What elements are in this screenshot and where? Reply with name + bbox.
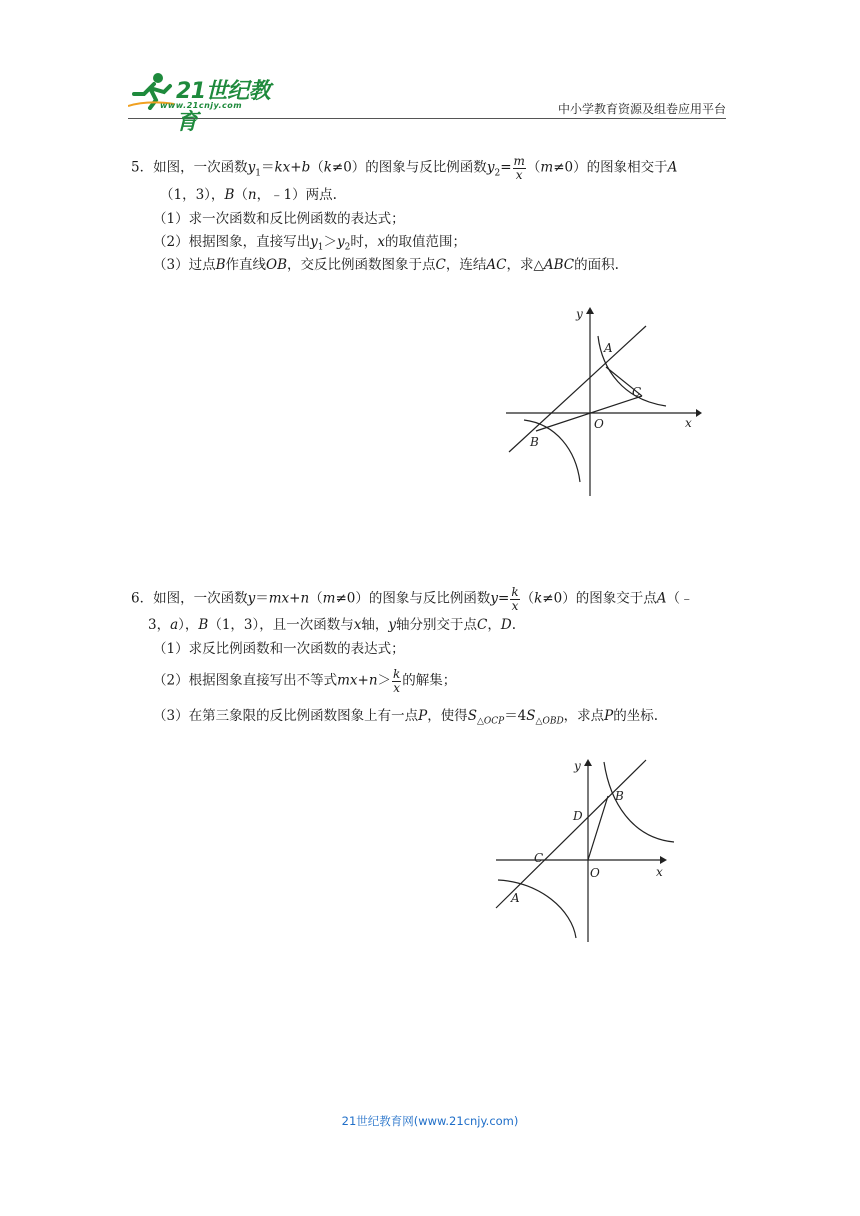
label-a: A — [511, 891, 520, 905]
label-c: C — [632, 385, 642, 399]
q5-line-2: （1，3），B（n，﹣1）两点. — [160, 187, 337, 203]
fraction-k-over-x-inequality: $\frac{k}{x}$ — [393, 667, 401, 695]
label-x: x — [685, 416, 692, 430]
page-footer: 21世纪教育网(www.21cnjy.com) — [341, 1114, 519, 1128]
q5-line-1: 5．如图，一次函数$y_1=kx+b(k\ne 0)$的图象与反比例函数$y_2=$ $\frac{m}{x}$ （m≠0）的图象相交于A — [131, 154, 678, 182]
label-a: A — [604, 341, 613, 355]
hyperbola-branch-3 — [524, 420, 580, 482]
q6-part-2: （2）根据图象直接写出不等式mx+n＞ $\frac{k}{x}$ 的解集； — [153, 667, 457, 695]
q6-line-2: 3，a），B（1，3），且一次函数与x轴，y轴分别交于点C，D. — [148, 617, 516, 633]
logo-url: www.21cnjy.com — [160, 101, 243, 110]
label-o: O — [594, 417, 604, 431]
platform-title: 中小学教育资源及组卷应用平台 — [557, 102, 726, 116]
hyperbola-branch-3 — [498, 880, 576, 938]
label-y: y — [576, 307, 583, 321]
label-x: x — [656, 865, 663, 879]
logo-text: 21世纪教育 — [176, 79, 271, 135]
q5-part-1: （1）求一次函数和反比例函数的表达式； — [153, 211, 405, 227]
label-d: D — [573, 809, 583, 823]
fraction-m-over-x: $\frac{m}{x}$ — [513, 154, 525, 182]
q5-part-2: （2）根据图象，直接写出$y_1>y_2$时，x的取值范围； — [153, 234, 466, 253]
x-axis-arrow-icon — [696, 409, 702, 417]
x-axis-arrow-icon — [660, 856, 667, 864]
line-mx-n — [496, 760, 646, 908]
q6-line-1: 6．如图，一次函数y＝mx+n（m≠0）的图象与反比例函数y= $\frac{k}{x}$ （k≠0）的图象交于点A（﹣ — [131, 585, 694, 613]
logo — [128, 68, 288, 135]
label-y: y — [574, 759, 581, 773]
q6-part-3: （3）在第三象限的反比例函数图象上有一点P，使得$S_{\triangle OCP}=4S_{\triangle OBD}$，求点P的坐标. — [153, 708, 659, 727]
y-axis-arrow-icon — [586, 307, 594, 314]
q5-part-3: （3）过点B作直线OB，交反比例函数图象于点C，连结AC，求△ABC的面积. — [153, 257, 619, 273]
page-header — [128, 68, 726, 135]
label-b: B — [615, 789, 624, 803]
q6-figure — [494, 752, 684, 951]
fraction-k-over-x: $\frac{k}{x}$ — [511, 585, 519, 613]
segment-ob — [588, 796, 608, 860]
label-c: C — [534, 851, 544, 865]
label-o: O — [590, 866, 600, 880]
y-axis-arrow-icon — [584, 759, 592, 766]
label-b: B — [530, 435, 539, 449]
q5-figure — [506, 300, 706, 504]
q6-part-1: （1）求反比例函数和一次函数的表达式； — [153, 641, 405, 657]
